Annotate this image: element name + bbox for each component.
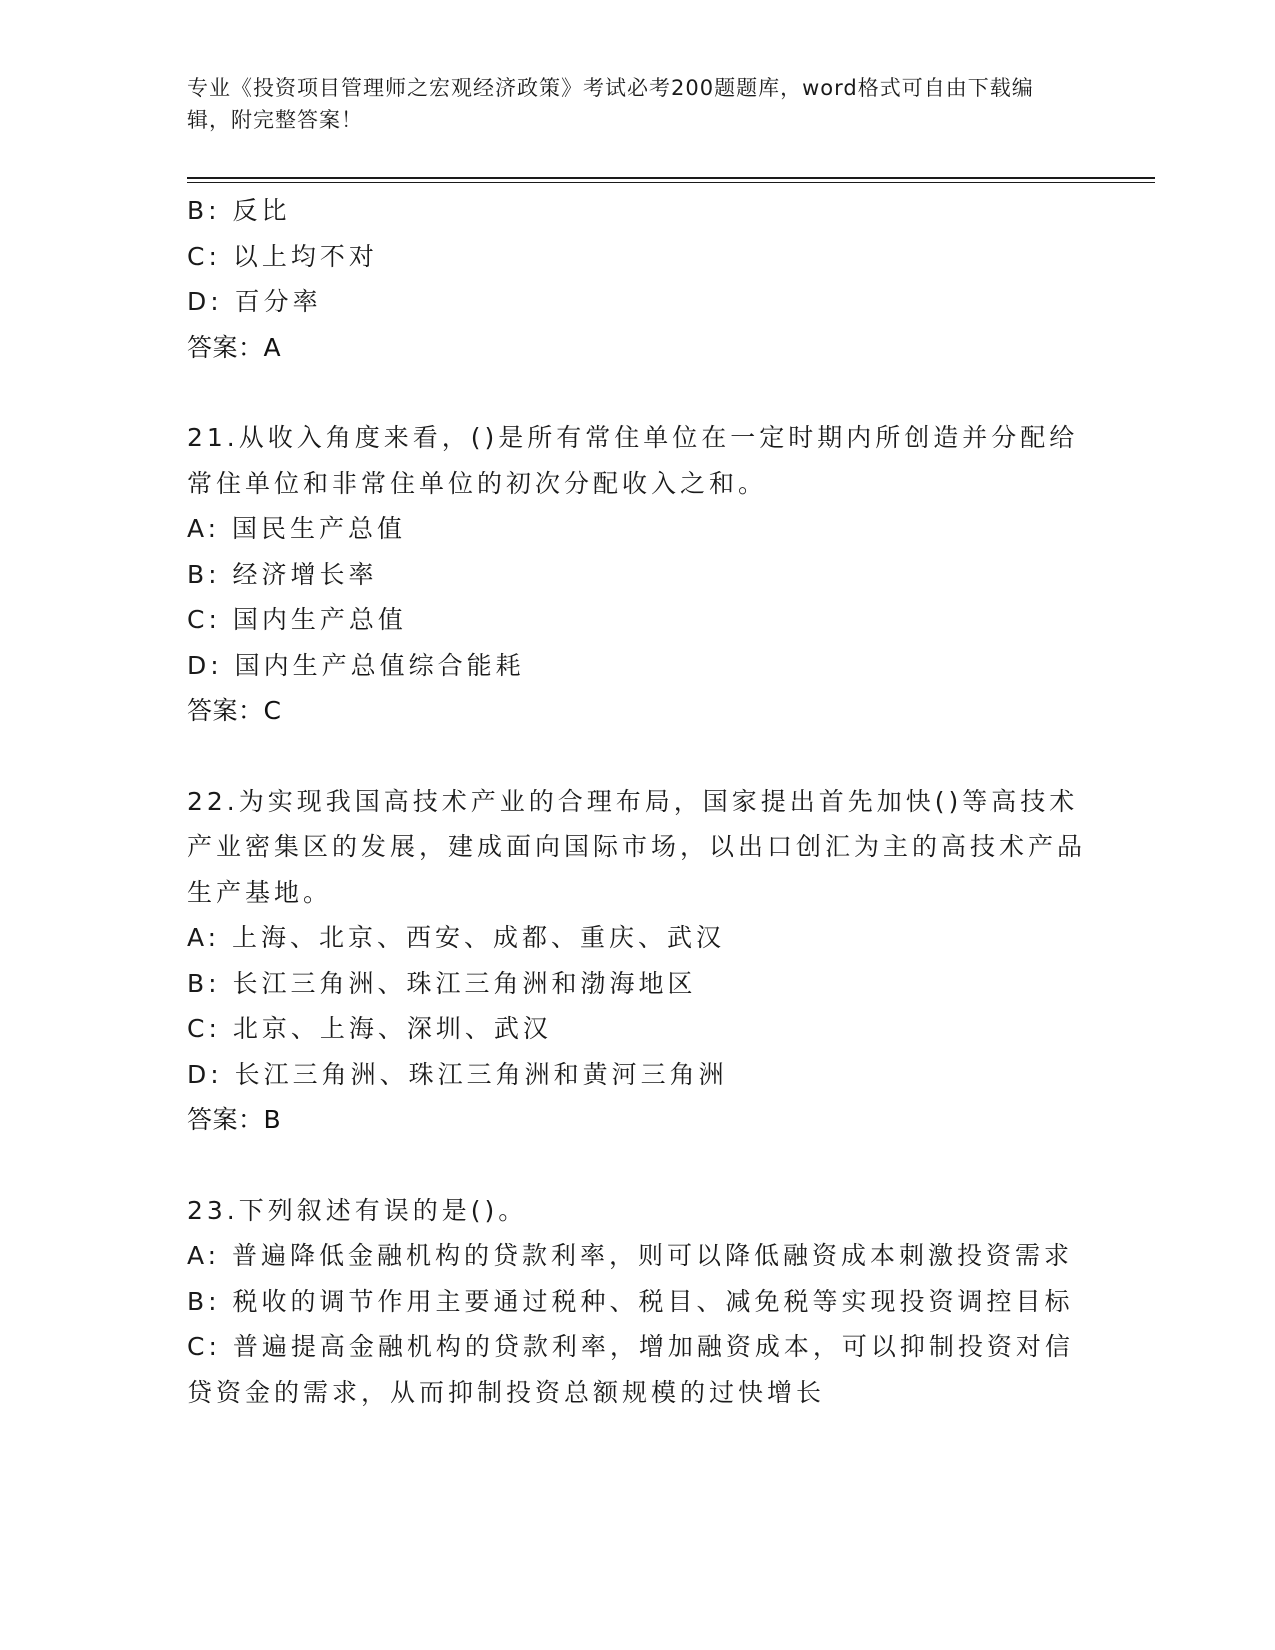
question-23	[187, 1188, 1087, 1416]
question-stem: 21.从收入角度来看，()是所有常住单位在一定时期内所创造并分配给常住单位和非常住单位的初次分配收入之和。	[187, 423, 1079, 498]
option-c: C: 普遍提高金融机构的贷款利率，增加融资成本，可以抑制投资对信贷资金的需求，从而抑制投资总额规模的过快增长	[187, 1332, 1074, 1407]
option-a: A: 普遍降低金融机构的贷款利率，则可以降低融资成本刺激投资需求	[187, 1241, 1074, 1270]
option-b: B: 长江三角洲、珠江三角洲和渤海地区	[187, 968, 697, 998]
question-list	[187, 188, 1087, 1415]
option-c: C: 北京、上海、深圳、武汉	[187, 1014, 552, 1043]
header-divider-thin	[187, 182, 1155, 183]
question-22	[187, 779, 1087, 1143]
option-b: B: 反比	[187, 196, 291, 225]
option-c: C: 国内生产总值	[187, 605, 407, 634]
option-c: C: 以上均不对	[187, 241, 378, 271]
header-divider-thick	[187, 177, 1155, 179]
option-d: D: 长江三角洲、珠江三角洲和黄河三角洲	[187, 1059, 728, 1089]
answer-line: 答案：C	[187, 696, 282, 725]
question-stem: 23.下列叙述有误的是()。	[187, 1195, 528, 1225]
spacer	[187, 734, 1087, 779]
question-21	[187, 415, 1087, 734]
option-d: D: 国内生产总值综合能耗	[187, 650, 525, 680]
answer-line: 答案：B	[187, 1105, 282, 1134]
spacer	[187, 370, 1087, 415]
spacer	[187, 1143, 1087, 1188]
option-b: B: 经济增长率	[187, 559, 378, 589]
answer-line: 答案：A	[187, 332, 282, 362]
option-b: B: 税收的调节作用主要通过税种、税目、减免税等实现投资调控目标	[187, 1286, 1074, 1316]
question-stem: 22.为实现我国高技术产业的合理布局，国家提出首先加快()等高技术产业密集区的发展，建成面向国际市场，以出口创汇为主的高技术产品生产基地。	[187, 786, 1087, 907]
document-header: 专业《投资项目管理师之宏观经济政策》考试必考200题题库，word格式可自由下载编辑，附完整答案！	[187, 76, 1034, 132]
option-d: D: 百分率	[187, 287, 322, 316]
question-20-continued	[187, 188, 1087, 370]
option-a: A: 上海、北京、西安、成都、重庆、武汉	[187, 923, 726, 952]
option-a: A: 国民生产总值	[187, 514, 407, 543]
